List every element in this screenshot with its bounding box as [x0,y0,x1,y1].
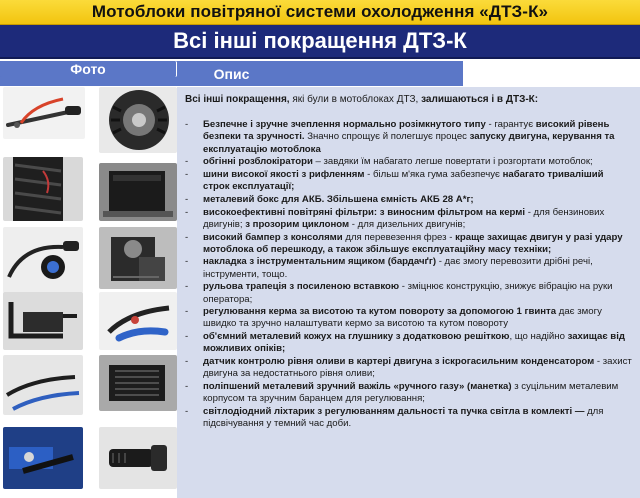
feature-text: - дає змогу перевозити дрібні речі, інструменти, тощо. [203,256,593,280]
feature-text: - гарантує [485,119,536,131]
intro-bold-1: Всі інші покращення, [185,94,290,105]
top-banner [0,0,640,25]
photo-cyclone-filter [99,227,177,289]
photo-handle-bar [3,355,83,415]
feature-bold-text: накладка з інструментальним ящиком (бардачґг) [203,256,437,268]
feature-dash: - [185,206,189,218]
photo-bumper [3,292,83,350]
feature-bold-text: високий бампер з консолями [203,231,343,243]
tire-image [3,157,83,221]
feature-bold-text: регулювання керма за висотою та кутом повороту за допомогою 1 гвинта [203,306,557,318]
feature-dash: - [185,256,189,268]
photo-wheel-hub [99,87,177,153]
feature-item [185,232,632,256]
feature-bold-text: поліпшений металевий зручний важіль «ручного газу» (манетка) [203,380,512,392]
feature-item [185,156,632,168]
wheel-hub-image [99,87,177,153]
feature-text: , що надійно [509,331,568,343]
intro-bold-2: залишаються і в ДТЗ-К: [421,94,539,105]
photo-clutch-lever [3,87,85,139]
banner-title: Мотоблоки повітряної системи охолодження «ДТЗ-К» [91,2,549,21]
feature-item [185,381,632,405]
feature-dash: - [185,231,189,243]
feature-text: з суцільним металевим корпусом та зручним баранцем для регулювання; [203,380,619,405]
handle-bar-image [3,355,83,415]
feature-dash: - [185,169,189,181]
description-column [177,87,640,498]
title-bar [0,25,640,59]
feature-bold-text: Безпечне і зручне зчеплення нормально розімкнутого типу [203,119,486,131]
feature-bold-text: з прозорим циклоном [245,218,350,230]
feature-bold-text: світлодіодний ліхтарик з регулюванням дальності та пучка світла в комлекті — [203,405,585,417]
feature-text: для підсвічування у темний час доби. [203,405,604,430]
intro-plain: які були в мотоблоках ДТЗ, [289,94,422,105]
photo-air-filter-handle [3,227,83,293]
feature-bold-text: рульова трапеція з посиленою вставкою [203,281,400,293]
feature-text: дає змогу швидко та зручно налаштувати кермо за висотою та кутом повороту [203,306,602,330]
table-header [0,61,640,86]
photo-tire [3,157,83,221]
photo-handle-adjust [99,292,177,350]
feature-text: - зміцнює конструкцію, знижує вібрацію на руки оператора; [203,281,613,305]
feature-dash: - [185,281,189,293]
flashlight-image [99,427,177,489]
feature-text: - для бензинових двигунів; [203,206,605,230]
air-filter-handle-image [3,227,83,293]
feature-dash: - [185,331,189,343]
photo-throttle [3,427,83,489]
header-description: Опис [0,61,463,86]
header-photo: Фото [0,61,177,77]
feature-bold-text: високий рівень безпеки та зручності. [203,119,610,143]
feature-item [185,207,632,231]
feature-dash: - [185,306,189,318]
feature-text: - більш м'яка гума забезпечує [364,169,503,181]
page-title: Всі інші покращення ДТЗ-К [173,28,467,53]
clutch-lever-image [3,87,85,139]
battery-box-image [99,163,177,221]
photo-column [0,87,177,498]
feature-item [185,194,632,206]
feature-bold-text: захищає від можливих опіків; [203,331,625,355]
feature-item [185,406,632,430]
intro-text [185,94,632,106]
bumper-image [3,292,83,350]
feature-bold-text: високоефективні повітряні фільтри: з виносним фільтром на кермі [203,206,526,218]
photo-flashlight [99,427,177,489]
photo-muffler-guard [99,355,177,411]
handle-adjust-image [99,292,177,350]
feature-bold-text: обгінні розблокіратори [203,156,313,168]
feature-bold-text: датчик контролю рівня оливи в картері двигуна з іскрогасильним конденсатором [203,356,595,368]
feature-bold-text: шини високої якості з рифленням [203,169,365,181]
muffler-guard-image [99,355,177,411]
feature-item [185,169,632,193]
feature-text: для перевезення фрез - [342,231,456,243]
feature-bold-text: об'ємний металевий кожух на глушнику з додатковою решіткою [203,331,510,343]
feature-text: - для дизельних двигунів; [349,218,466,230]
feature-text: Значно спрощує й полегшує процес [304,131,470,143]
feature-bold-text: металевий бокс для АКБ. Збільшена ємність АКБ 28 А*г; [203,193,474,205]
feature-dash: - [185,380,189,392]
throttle-image [3,427,83,489]
feature-dash: - [185,156,189,168]
feature-bold-text: запуску двигуна, керування та експлуатацію мотоблока [203,131,615,155]
feature-item [185,119,632,156]
feature-item [185,306,632,330]
feature-bold-text: набагато триваліший строк експлуатації; [203,169,604,193]
feature-text: - захист двигуна за недостатнього рівня оливи; [203,356,632,380]
feature-bold-text: краще захищає двигун у разі удару мотоблока об перешкоду, а також збільшує експлуатаційну масу техніки; [203,231,623,255]
feature-list [185,119,632,430]
feature-text: – завдяки їм набагато легше повертати і розгортати мотоблок; [312,156,593,168]
feature-dash: - [185,193,189,205]
feature-item [185,331,632,355]
photo-battery-box [99,163,177,221]
feature-dash: - [185,405,189,417]
feature-item [185,281,632,305]
cyclone-filter-image [99,227,177,289]
feature-item [185,356,632,380]
feature-item [185,256,632,280]
feature-dash: - [185,356,189,368]
feature-dash: - [185,119,189,131]
